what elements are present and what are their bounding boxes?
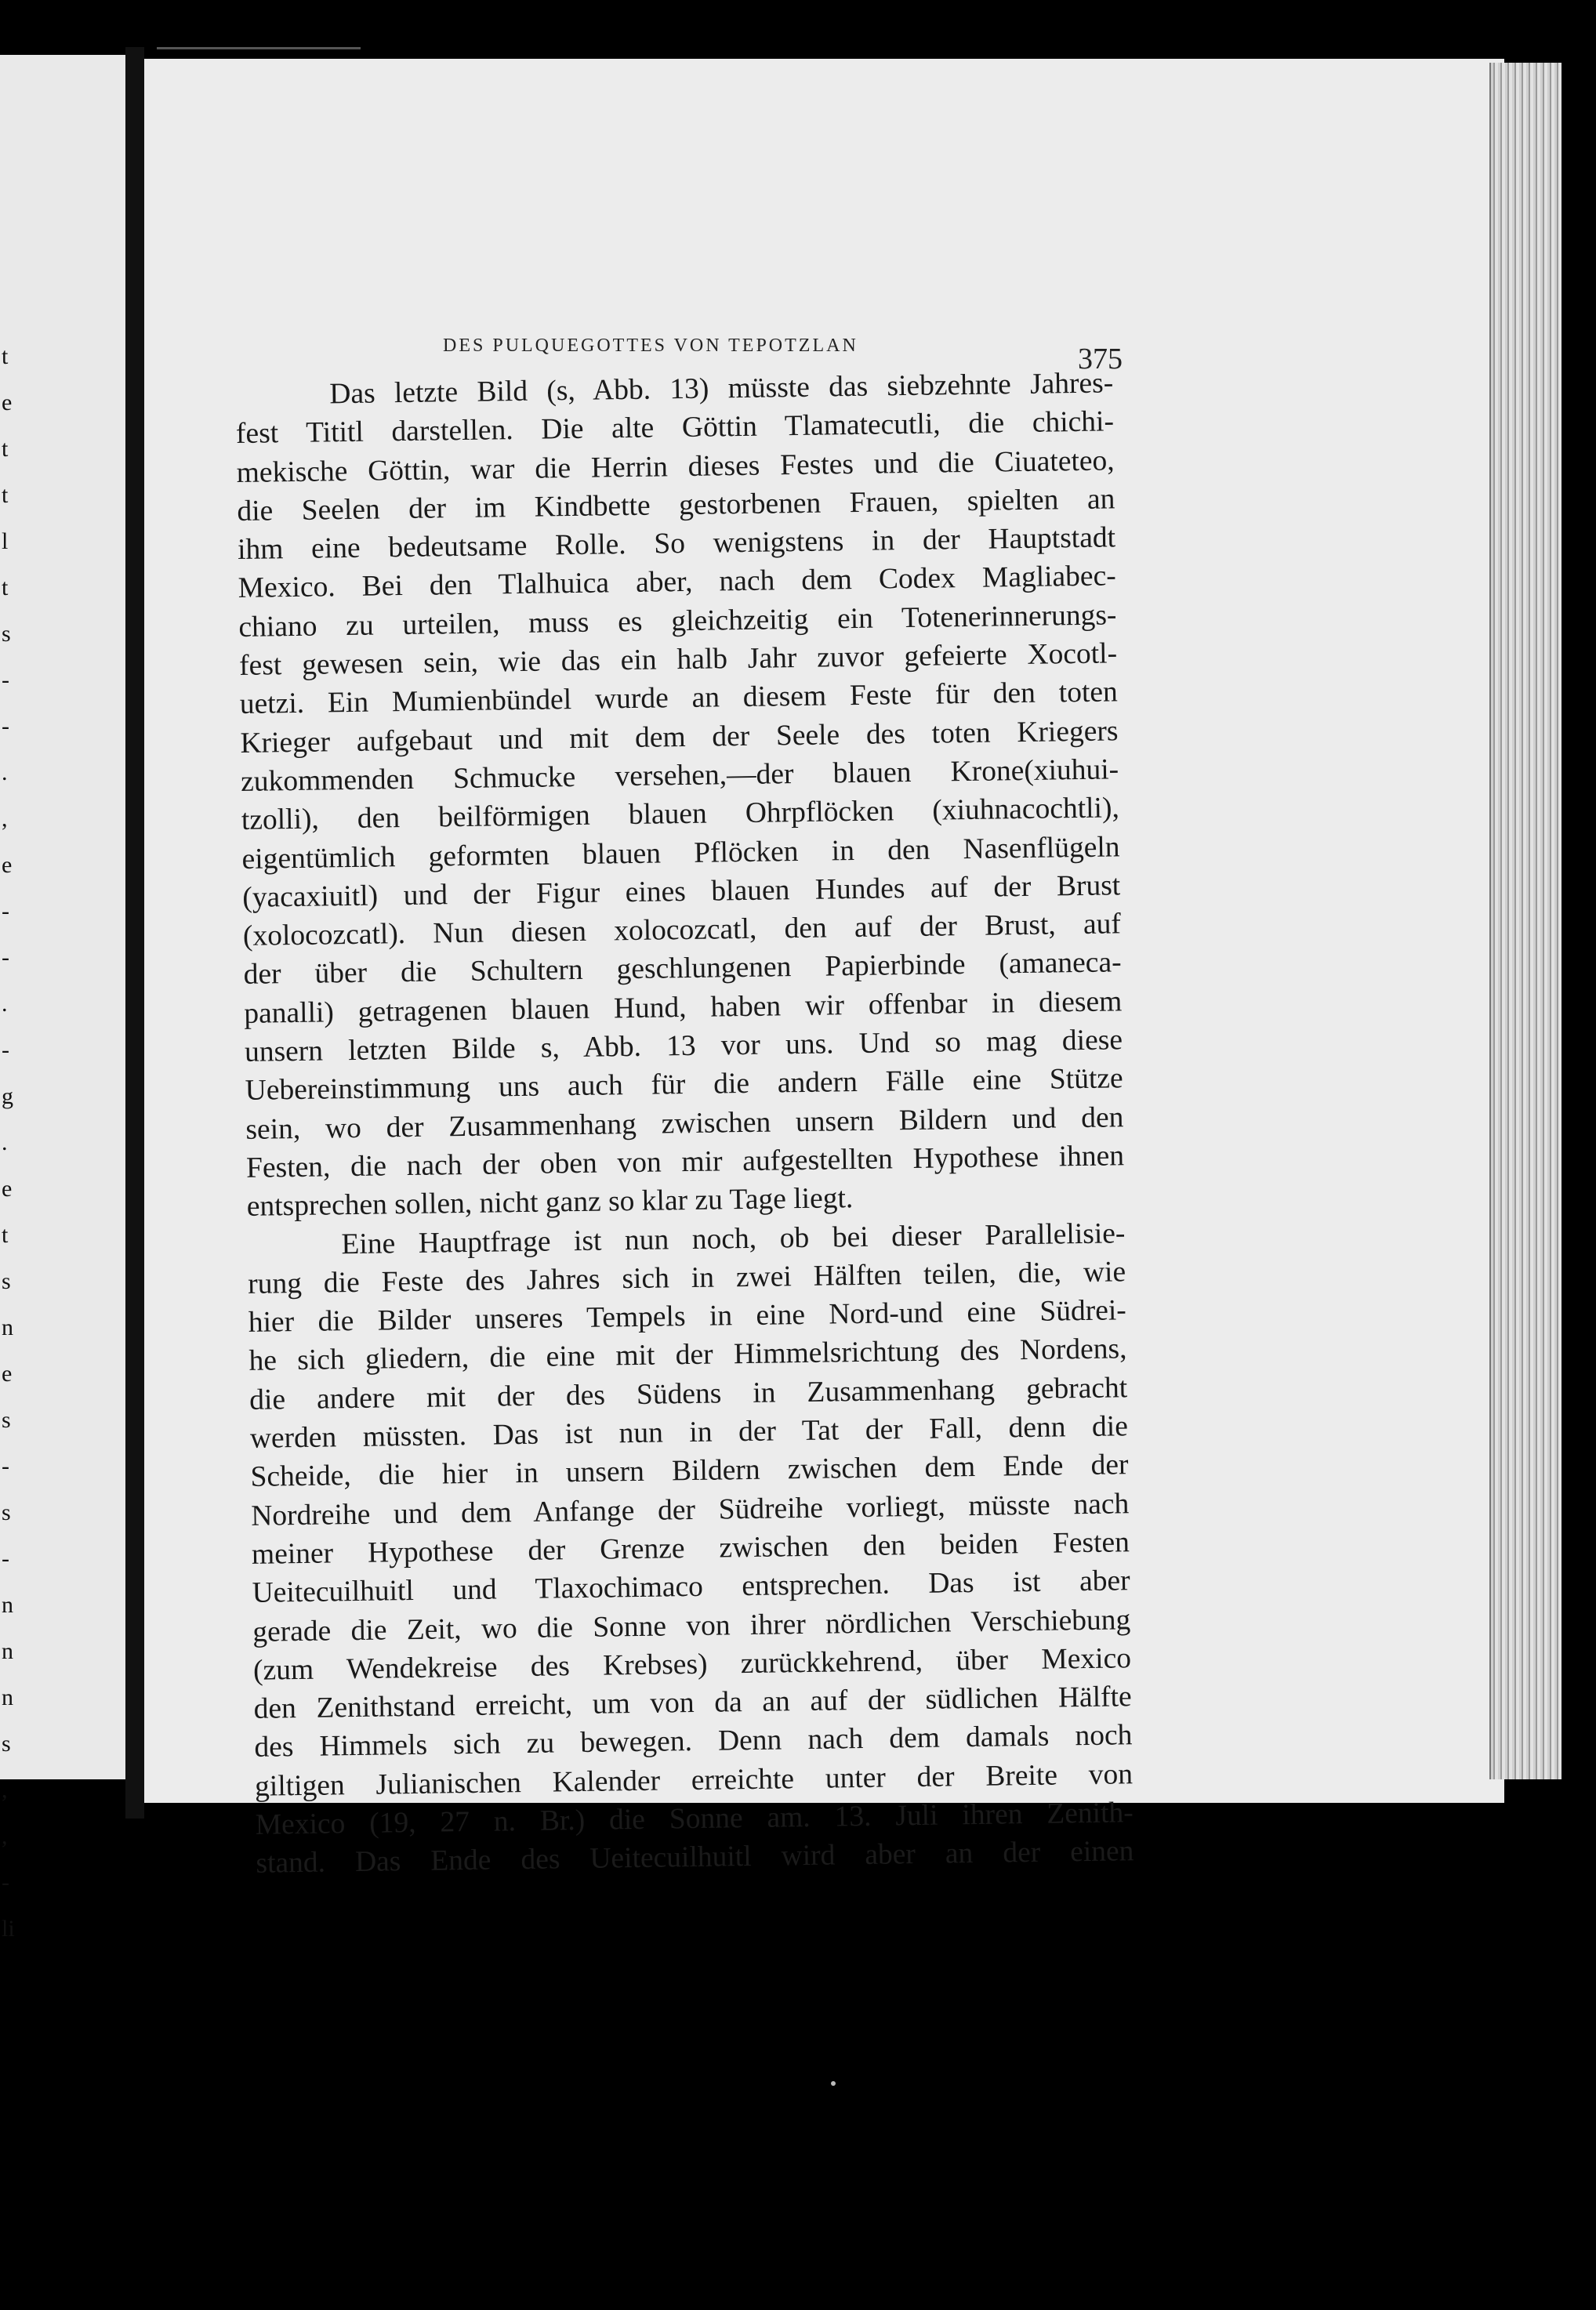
text-line: Nordreihe und dem Anfange der Südreihe vorliegt, müsste nach bbox=[251, 1487, 1130, 1532]
margin-char: n bbox=[2, 1638, 13, 1664]
margin-char: - bbox=[2, 1546, 9, 1572]
margin-char: e bbox=[2, 852, 13, 878]
margin-char: - bbox=[2, 667, 9, 693]
text-line: Uebereinstimmung uns auch für die andern Fälle eine Stütze bbox=[245, 1062, 1123, 1108]
margin-char: - bbox=[2, 898, 9, 924]
text-line: die Seelen der im Kindbette gestorbenen Frauen, spielten an bbox=[237, 483, 1115, 528]
margin-char: t bbox=[2, 482, 9, 508]
margin-char: - bbox=[2, 945, 9, 970]
text-line: Das letzte Bild (s, Abb. 13) müsste das siebzehnte Jahres- bbox=[329, 367, 1114, 411]
body-text bbox=[235, 364, 1134, 1883]
margin-char: t bbox=[2, 575, 9, 600]
text-line: Ueitecuilhuitl und Tlaxochimaco entsprechen. Das ist aber bbox=[252, 1565, 1130, 1610]
text-line: rung die Feste des Jahres sich in zwei Hälften teilen, die, wie bbox=[247, 1256, 1126, 1300]
text-line: mekische Göttin, war die Herrin dieses Festes und die Ciuateteo, bbox=[236, 444, 1115, 489]
margin-char: t bbox=[2, 436, 9, 462]
margin-char: l bbox=[2, 528, 9, 554]
text-line: den Zenithstand erreicht, um von da an auf der südlichen Hälfte bbox=[253, 1681, 1132, 1725]
margin-char: s bbox=[2, 1731, 11, 1757]
text-line: stand. Das Ende des Ueitecuilhuitl wird aber an der einen bbox=[256, 1835, 1134, 1880]
margin-char: - bbox=[2, 1869, 9, 1895]
text-line: Festen, die nach der oben von mir aufgestellten Hypothese ihnen bbox=[245, 1140, 1125, 1184]
margin-char: , bbox=[2, 1823, 8, 1849]
facing-page-fragment bbox=[0, 55, 125, 1942]
margin-char: n bbox=[2, 1315, 13, 1340]
text-line: entsprechen sollen, nicht ganz so klar zu Tage liegt. bbox=[246, 1182, 854, 1224]
text-line: meiner Hypothese der Grenze zwischen den beiden Festen bbox=[251, 1526, 1130, 1571]
text-line: Scheide, die hier in unsern Bildern zwischen dem Ende der bbox=[250, 1449, 1129, 1494]
margin-char: , bbox=[2, 1777, 8, 1803]
facing-page-margin-text bbox=[0, 55, 19, 1942]
margin-char: . bbox=[2, 760, 8, 785]
margin-char: s bbox=[2, 1268, 11, 1294]
text-line: des Himmels sich zu bewegen. Denn nach dem damals noch bbox=[254, 1719, 1133, 1764]
text-line: der über die Schultern geschlungenen Papierbinde (amaneca- bbox=[243, 946, 1122, 992]
text-line: sein, wo der Zusammenhang zwischen unsern Bildern und den bbox=[245, 1101, 1124, 1146]
page-edges bbox=[1489, 63, 1562, 1779]
text-line: (xolocozcatl). Nun diesen xolocozcatl, den auf der Brust, auf bbox=[242, 908, 1122, 953]
text-line: uetzi. Ein Mumienbündel wurde an diesem Feste für den toten bbox=[239, 676, 1119, 721]
margin-char: . bbox=[2, 991, 8, 1017]
text-line: chiano zu urteilen, muss es gleichzeitig ein Totenerinnerungs- bbox=[238, 599, 1117, 644]
margin-char: e bbox=[2, 1361, 13, 1387]
margin-char: - bbox=[2, 1037, 9, 1063]
text-line: ihm eine bedeutsame Rolle. So wenigstens in der Hauptstadt bbox=[237, 521, 1116, 567]
running-header: DES PULQUEGOTTES VON TEPOTZLAN bbox=[443, 335, 858, 356]
text-line: Mexico (19, 27 n. Br.) die Sonne am. 13. Juli ihren Zenith- bbox=[255, 1797, 1134, 1841]
margin-char: s bbox=[2, 1407, 11, 1433]
text-line: (zum Wendekreise des Krebses) zurückkehrend, über Mexico bbox=[252, 1642, 1132, 1687]
margin-char: n bbox=[2, 1592, 13, 1618]
margin-char: s bbox=[2, 1500, 11, 1525]
text-line: fest Tititl darstellen. Die alte Göttin Tlamatecutli, die chichi- bbox=[235, 405, 1115, 451]
text-line: eigentümlich geformten blauen Pflöcken in den Nasenflügeln bbox=[241, 830, 1120, 876]
text-line: gerade die Zeit, wo die Sonne von ihrer nördlichen Verschiebung bbox=[252, 1603, 1131, 1648]
text-line: Eine Hauptfrage ist nun noch, ob bei dieser Parallelisie- bbox=[341, 1217, 1126, 1260]
margin-char: s bbox=[2, 621, 11, 647]
scan-artifact bbox=[157, 47, 361, 49]
page-number: 375 bbox=[1078, 343, 1123, 375]
margin-char: g bbox=[2, 1083, 13, 1109]
margin-char: . bbox=[2, 1130, 8, 1155]
text-line: he sich gliedern, die eine mit der Himmelsrichtung des Nordens, bbox=[248, 1333, 1127, 1378]
paper-speck bbox=[831, 2081, 836, 2086]
margin-char: - bbox=[2, 713, 9, 739]
text-line: Mexico. Bei den Tlalhuica aber, nach dem Codex Magliabec- bbox=[238, 560, 1116, 605]
text-line: giltigen Julianischen Kalender erreichte unter der Breite von bbox=[254, 1757, 1134, 1803]
margin-char: n bbox=[2, 1684, 13, 1710]
text-line: unsern letzten Bilde s, Abb. 13 vor uns. Und so mag diese bbox=[244, 1024, 1123, 1068]
text-line: werden müssten. Das ist nun in der Tat der Fall, denn die bbox=[249, 1410, 1129, 1455]
text-line: (yacaxiuitl) und der Figur eines blauen Hundes auf der Brust bbox=[242, 869, 1121, 914]
margin-char: e bbox=[2, 390, 13, 415]
text-line: tzolli), den beilförmigen blauen Ohrpflöcken (xiuhnacochtli), bbox=[241, 792, 1120, 837]
margin-char: , bbox=[2, 806, 8, 832]
text-line: panalli) getragenen blauen Hund, haben wir offenbar in diesem bbox=[244, 985, 1123, 1030]
margin-char: li bbox=[2, 1916, 15, 1942]
text-line: Krieger aufgebaut und mit dem der Seele des toten Kriegers bbox=[240, 714, 1119, 760]
margin-char: t bbox=[2, 1222, 9, 1248]
book-gutter bbox=[125, 47, 144, 1819]
text-line: zukommenden Schmucke versehen,—der blauen Krone(xiuhui- bbox=[240, 753, 1119, 798]
margin-char: - bbox=[2, 1453, 9, 1479]
text-line: hier die Bilder unseres Tempels in eine Nord-und eine Südrei- bbox=[248, 1294, 1127, 1340]
text-line: fest gewesen sein, wie das ein halb Jahr zuvor gefeierte Xocotl- bbox=[238, 637, 1118, 683]
margin-char: t bbox=[2, 343, 9, 369]
text-line: die andere mit der des Südens in Zusammenhang gebracht bbox=[248, 1371, 1128, 1416]
margin-char: e bbox=[2, 1176, 13, 1202]
